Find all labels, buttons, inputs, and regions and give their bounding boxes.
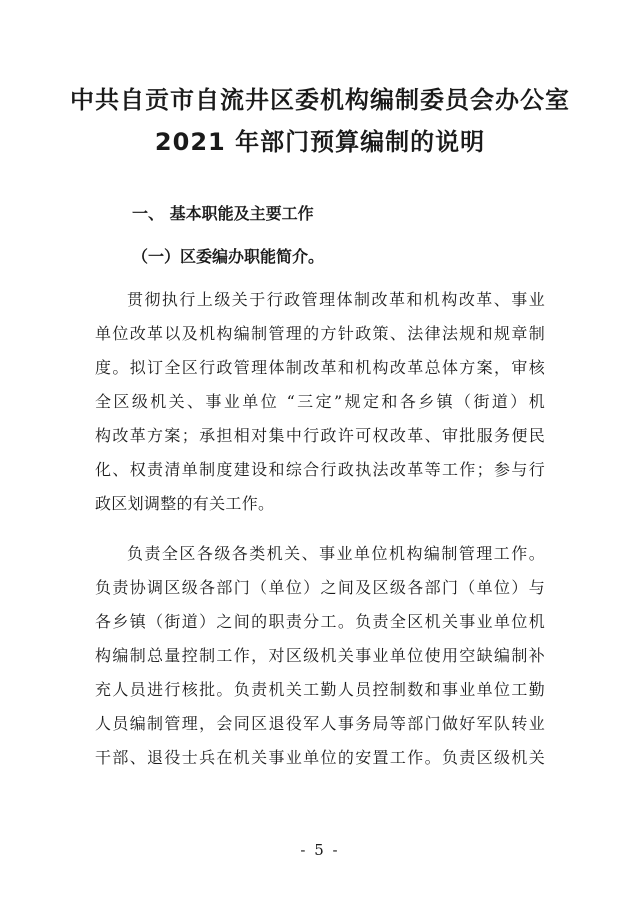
- document-title-line-2: 2021 年部门预算编制的说明: [154, 128, 486, 156]
- paragraph-line: 化、权责清单制度建设和综合行政执法改革等工作；参与行: [95, 460, 545, 479]
- paragraph-line: 度。拟订全区行政管理体制改革和机构改革总体方案，审核: [95, 358, 545, 377]
- paragraph-line: 负责全区各级各类机关、事业单位机构编制管理工作。: [127, 544, 545, 563]
- paragraph-line: 全区级机关、事业单位 “三定”规定和各乡镇（街道）机: [95, 392, 545, 411]
- paragraph-line: 干部、退役士兵在机关事业单位的安置工作。负责区级机关: [95, 748, 545, 767]
- paragraph-line: 构编制总量控制工作，对区级机关事业单位使用空缺编制补: [95, 646, 545, 665]
- paragraph-line: 贯彻执行上级关于行政管理体制改革和机构改革、事业: [127, 290, 545, 309]
- paragraph-line: 负责协调区级各部门（单位）之间及区级各部门（单位）与: [95, 578, 545, 597]
- paragraph-line: 构改革方案；承担相对集中行政许可权改革、审批服务便民: [95, 426, 545, 445]
- document-title-line-1: 中共自贡市自流井区委机构编制委员会办公室: [70, 86, 570, 114]
- paragraph-line: 单位改革以及机构编制管理的方针政策、法律法规和规章制: [95, 324, 545, 343]
- paragraph-line: 人员编制管理，会同区退役军人事务局等部门做好军队转业: [95, 714, 545, 733]
- page-number: - 5 -: [300, 841, 340, 859]
- paragraph-line: 政区划调整的有关工作。: [95, 494, 275, 513]
- subsection-heading: （一）区委编办职能简介。: [132, 247, 325, 266]
- paragraph-line: 各乡镇（街道）之间的职责分工。负责全区机关事业单位机: [95, 612, 545, 631]
- paragraph-line: 充人员进行核批。负责机关工勤人员控制数和事业单位工勤: [95, 680, 545, 699]
- section-heading: 一、 基本职能及主要工作: [132, 204, 314, 223]
